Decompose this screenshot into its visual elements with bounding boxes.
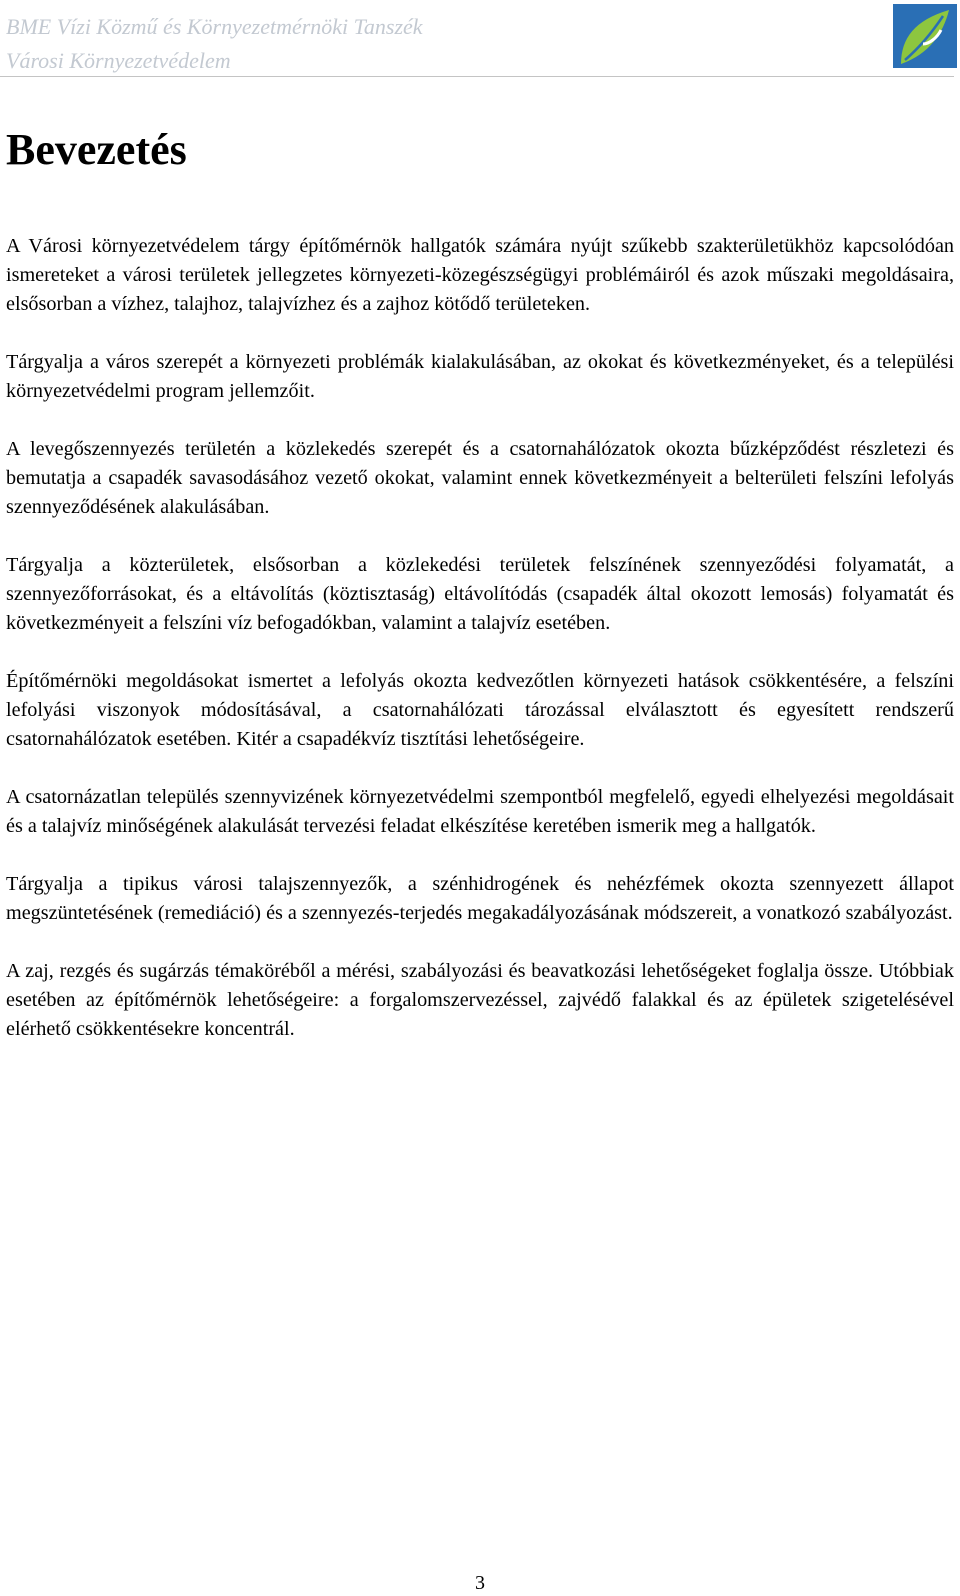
header-course: Városi Környezetvédelem	[6, 48, 231, 73]
header-divider	[0, 76, 954, 77]
paragraph: Tárgyalja a tipikus városi talajszennyezők, a szénhidrogének és nehézfémek okozta szennyezett állapot megszüntetésének (remediáció) és a szennyezés-terjedés megakadályozásának módszereit, a vonatkozó szabályozást.	[6, 873, 954, 924]
paragraph: A Városi környezetvédelem tárgy építőmérnök hallgatók számára nyújt szűkebb szakterületükhöz kapcsolódóan ismereteket a városi területek jellegzetes környezeti-közegészségügyi problémáiról és azok műszaki megoldásaira, elsősorban a vízhez, talajhoz, talajvízhez és a zajhoz kötődő területeken.	[6, 235, 954, 315]
paragraph: Építőmérnöki megoldásokat ismertet a lefolyás okozta kedvezőtlen környezeti hatások csökkentésére, a felszíni lefolyási viszonyok módosításával, a csatornahálózati tározással elválasztott és egyesített rendszerű csatornahálózatok esetében. Kitér a csapadékvíz tisztítási lehetőségeire.	[6, 670, 954, 750]
header-department: BME Vízi Közmű és Környezetmérnöki Tanszék	[6, 14, 423, 39]
page-number: 3	[475, 1572, 485, 1594]
paragraph: Tárgyalja a közterületek, elsősorban a közlekedési területek felszínének szennyeződési folyamatát, a szennyezőforrásokat, és a eltávolítás (köztisztaság) eltávolítódás (csapadék által okozott lemosás) folyamatát és következményeit a felszíni víz befogadókban, valamint a talajvíz esetében.	[6, 554, 954, 634]
page-header	[0, 0, 960, 80]
body-text	[6, 232, 954, 1073]
leaf-logo-icon	[893, 4, 957, 68]
paragraph: Tárgyalja a város szerepét a környezeti problémák kialakulásában, az okokat és következményeket, és a települési környezetvédelmi program jellemzőit.	[6, 351, 954, 402]
header-text	[6, 10, 423, 78]
paragraph: A csatornázatlan település szennyvizének környezetvédelmi szempontból megfelelő, egyedi elhelyezési megoldásait és a talajvíz minőségének alakulását tervezési feladat elkészítése keretében ismerik meg a hallgatók.	[6, 786, 954, 837]
paragraph: A zaj, rezgés és sugárzás témaköréből a mérési, szabályozási és beavatkozási lehetőségeket foglalja össze. Utóbbiak esetében az építőmérnök lehetőségeire: a forgalomszervezéssel, zajvédő falakkal és az épületek szigetelésével elérhető csökkentésekre koncentrál.	[6, 960, 954, 1040]
page-title: Bevezetés	[6, 125, 187, 174]
paragraph: A levegőszennyezés területén a közlekedés szerepét és a csatornahálózatok okozta bűzképződést részletezi és bemutatja a csapadék savasodásához vezető okokat, valamint ennek következményeit a belterületi felszíni lefolyás szennyeződésének alakulásában.	[6, 438, 954, 518]
